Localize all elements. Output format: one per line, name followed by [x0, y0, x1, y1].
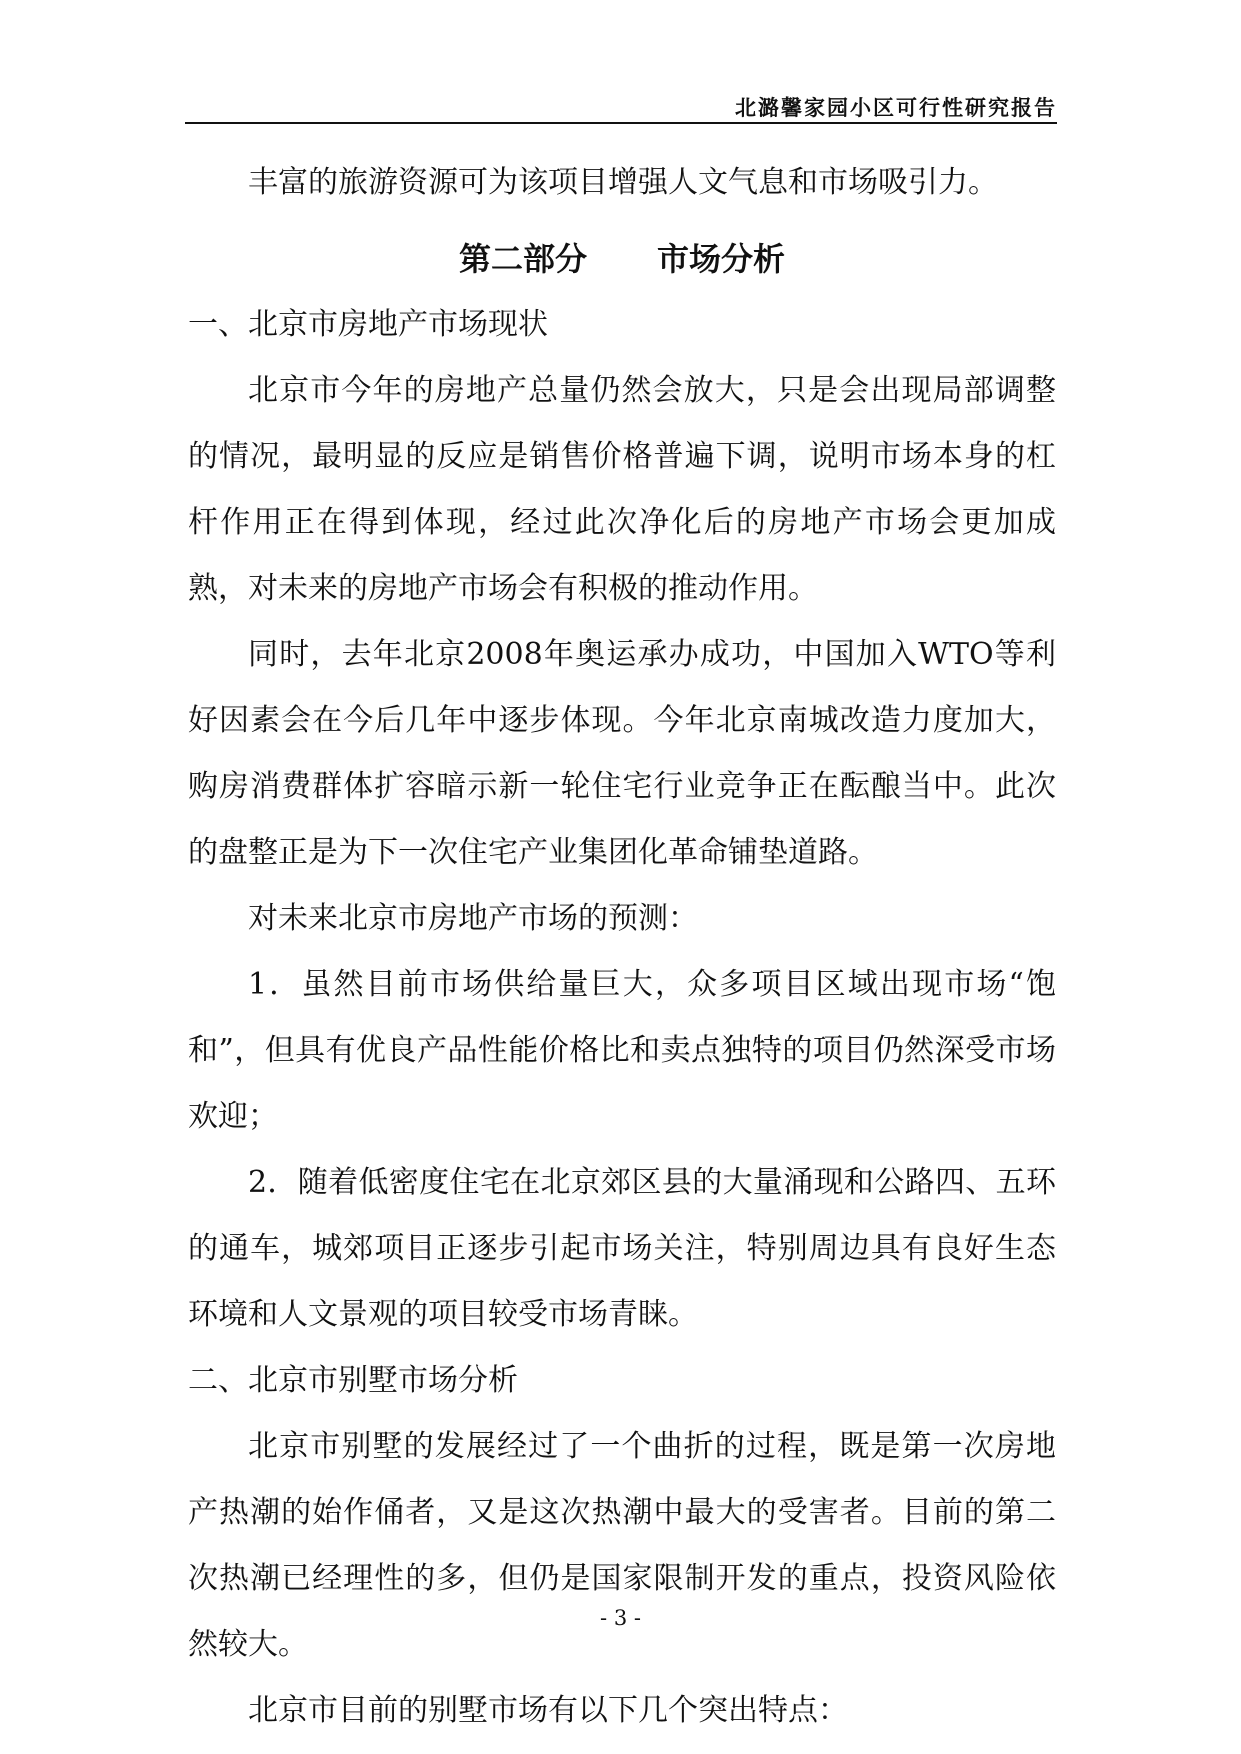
paragraph-villa-features: 北京市目前的别墅市场有以下几个突出特点： — [248, 1693, 848, 1728]
running-header: 北潞馨家园小区可行性研究报告 — [735, 96, 1057, 120]
header-rule — [185, 122, 1057, 124]
forecast-intro: 对未来北京市房地产市场的预测： — [248, 901, 698, 936]
section-heading-2: 二、北京市别墅市场分析 — [188, 1363, 518, 1398]
part-title: 市场分析 — [657, 240, 786, 278]
forecast-item-2: 2．随着低密度住宅在北京郊区县的大量涌现和公路四、五环的通车，城郊项目正逐步引起市场关注，特别周边具有良好生态环境和人文景观的项目较受市场青睐。 — [188, 1165, 1056, 1332]
paragraph-villa-history: 北京市别墅的发展经过了一个曲折的过程，既是第一次房地产热潮的始作俑者，又是这次热潮中最大的受害者。目前的第二次热潮已经理性的多，但仍是国家限制开发的重点，投资风险依然较大。 — [188, 1429, 1056, 1662]
section-heading-1: 一、北京市房地产市场现状 — [188, 307, 548, 342]
paragraph-market-status: 北京市今年的房地产总量仍然会放大，只是会出现局部调整的情况，最明显的反应是销售价格普遍下调，说明市场本身的杠杆作用正在得到体现，经过此次净化后的房地产市场会更加成熟，对未来的房地产市场会有积极的推动作用。 — [188, 373, 1056, 606]
forecast-item-1: 1．虽然目前市场供给量巨大，众多项目区域出现市场“饱和”，但具有优良产品性能价格比和卖点独特的项目仍然深受市场欢迎； — [188, 967, 1056, 1134]
carryover-paragraph: 丰富的旅游资源可为该项目增强人文气息和市场吸引力。 — [248, 165, 998, 200]
part-label: 第二部分 — [458, 240, 587, 278]
page-number: - 3 - — [600, 1606, 641, 1630]
paragraph-olympics-wto: 同时，去年北京2008年奥运承办成功，中国加入WTO等利好因素会在今后几年中逐步体现。今年北京南城改造力度加大，购房消费群体扩容暗示新一轮住宅行业竞争正在酝酿当中。此次的盘整正是为下一次住宅产业集团化革命铺垫道路。 — [188, 637, 1056, 870]
page-body — [188, 150, 1056, 1744]
part-heading — [188, 226, 1056, 292]
